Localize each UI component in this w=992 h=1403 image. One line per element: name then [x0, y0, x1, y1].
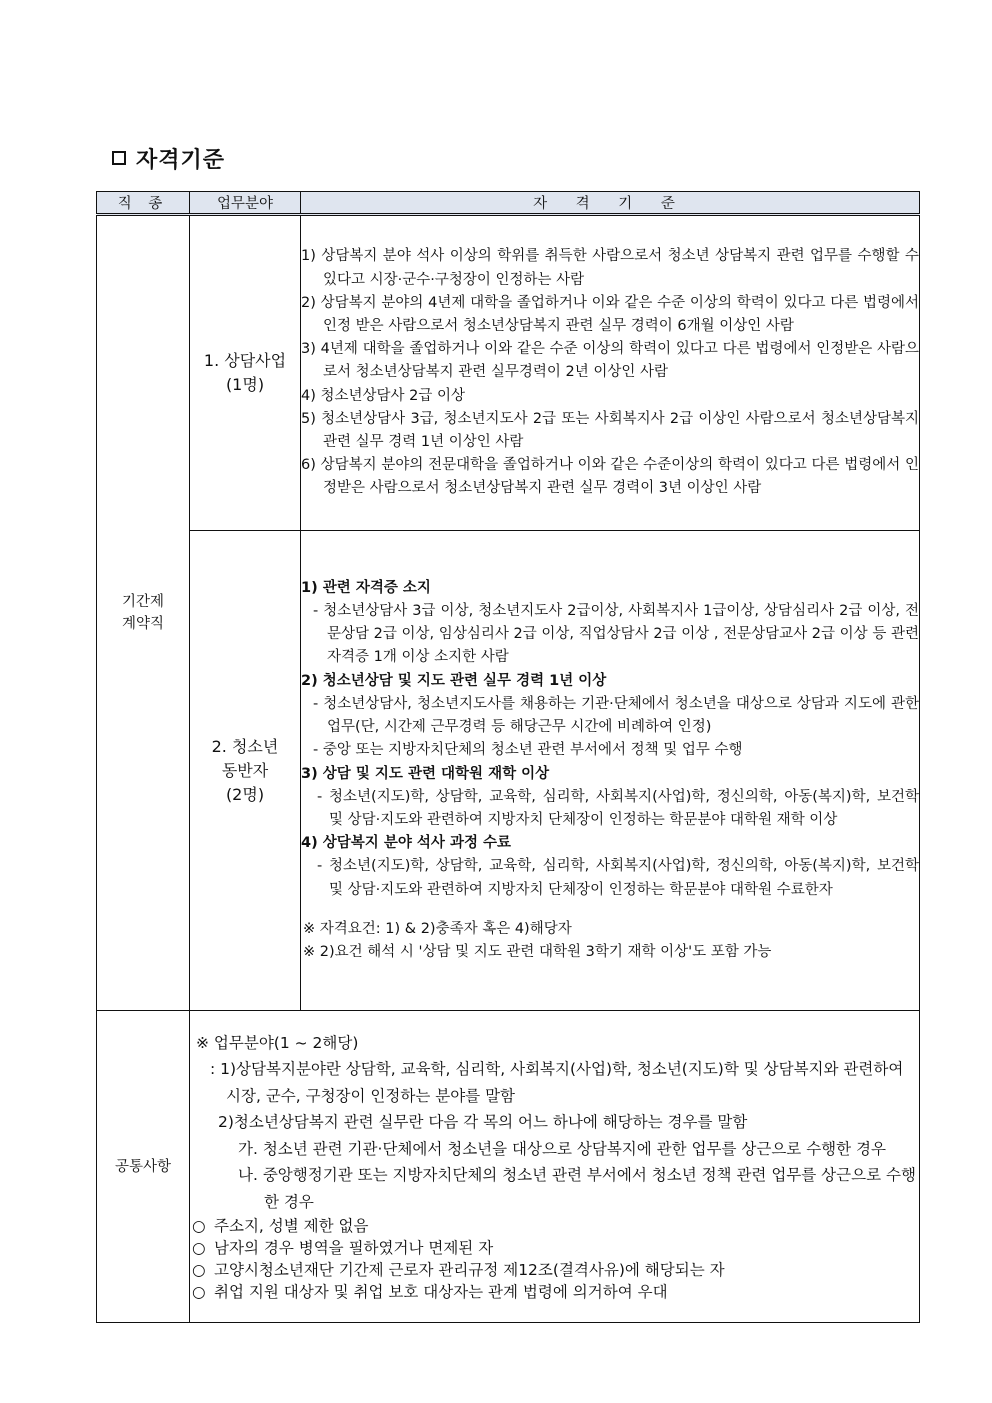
list-item — [190, 1237, 919, 1259]
list-item — [190, 1259, 919, 1281]
common-label-cell — [97, 1011, 190, 1323]
list-item — [190, 1281, 919, 1303]
common-definition: : 1)상담복지분야란 상담학, 교육학, 심리학, 사회복지(사업)학, 청소년(지도)학 및 상담복지와 관련하여 시장, 군수, 구청장이 인정하는 분야를 말함 — [210, 1060, 904, 1105]
note: ※ 2)요건 해석 시 '상담 및 지도 관련 대학원 3학기 재학 이상'도 포함 가능 — [303, 943, 772, 960]
section-heading-text: 자격기준 — [136, 147, 226, 173]
list-item: - 청소년(지도)학, 상담학, 교육학, 심리학, 사회복지(사업)학, 정신의학, 아동(복지)학, 보건학 및 상담·지도와 관련하여 지방자치 단체장이 인정하는 학문분야 대학원 재학 이상 — [317, 788, 919, 828]
section-title: 4) 상담복지 분야 석사 과정 수료 — [301, 835, 512, 852]
bullet-text: 고양시청소년재단 기간제 근로자 관리규정 제12조(결격사유)에 해당되는 자 — [214, 1261, 725, 1280]
circle-bullet-icon: ○ — [192, 1261, 206, 1280]
common-note-title: ※ 업무분야(1 ~ 2해당) — [196, 1033, 359, 1052]
note: ※ 자격요건: 1) & 2)충족자 혹은 4)해당자 — [303, 920, 572, 937]
job-type-label: 기간제 계약직 — [121, 594, 165, 632]
field-cell-counseling — [190, 215, 301, 531]
bullet-text: 남자의 경우 병역을 필하였거나 면제된 자 — [214, 1239, 494, 1258]
list-item — [190, 1215, 919, 1237]
common-content-cell — [190, 1011, 920, 1323]
list-item: 3) 4년제 대학을 졸업하거나 이와 같은 수준 이상의 학력이 있다고 다른 법령에서 인정받은 사람으로서 청소년상담복지 관련 실무경력이 2년 이상인 사람 — [301, 341, 919, 381]
job-type-cell — [97, 215, 190, 1011]
list-item: - 청소년(지도)학, 상담학, 교육학, 심리학, 사회복지(사업)학, 정신의학, 아동(복지)학, 보건학 및 상담·지도와 관련하여 지방자치 단체장이 인정하는 학문분야 대학원 수료한자 — [317, 858, 919, 898]
table-row-common — [97, 1011, 920, 1323]
table-row — [97, 531, 920, 1011]
field-label-companion: 2. 청소년 동반자 (2명) — [211, 736, 279, 804]
list-item: - 중앙 또는 지방자치단체의 청소년 관련 부서에서 정책 및 업무 수행 — [313, 742, 743, 759]
list-item: - 청소년상담사, 청소년지도사를 채용하는 기관·단체에서 청소년을 대상으로 상담과 지도에 관한 업무(단, 시간제 근무경력 등 해당근무 시간에 비례하여 인정) — [313, 695, 919, 736]
spacer — [301, 902, 919, 918]
criteria-cell-companion — [301, 531, 920, 1011]
list-item: 4) 청소년상담사 2급 이상 — [301, 387, 465, 404]
list-item: 5) 청소년상담사 3급, 청소년지도사 2급 또는 사회복지사 2급 이상인 사람으로서 청소년상담복지 관련 실무 경력 1년 이상인 사람 — [301, 410, 919, 450]
table-row — [97, 215, 920, 531]
header-job-type: 직 종 — [97, 192, 190, 215]
section-title: 1) 관련 자격증 소지 — [301, 579, 431, 596]
header-criteria: 자 격 기 준 — [301, 192, 920, 215]
field-label-counseling: 1. 상담사업 (1명) — [203, 351, 287, 394]
circle-bullet-icon: ○ — [192, 1283, 206, 1302]
qualification-table — [96, 191, 920, 1323]
header-field: 업무분야 — [190, 192, 301, 215]
common-sub-item: 나. 중앙행정기관 또는 지방자치단체의 청소년 관련 부서에서 청소년 정책 관련 업무를 상근으로 수행한 경우 — [238, 1166, 916, 1211]
list-item: 2) 상담복지 분야의 4년제 대학을 졸업하거나 이와 같은 수준 이상의 학력이 있다고 다른 법령에서 인정 받은 사람으로서 청소년상담복지 관련 실무 경력이 6개월 이상인 사람 — [301, 294, 919, 334]
list-item: - 청소년상담사 3급 이상, 청소년지도사 2급이상, 사회복지사 1급이상, 상담심리사 2급 이상, 전문상담 2급 이상, 임상심리사 2급 이상, 직업상담사 2급 이상 , 전문상담교사 2급 이상 등 관련 자격증 1개 이상 소지한 사람 — [313, 603, 919, 666]
circle-bullet-icon: ○ — [192, 1217, 206, 1236]
checkbox-square-icon — [112, 151, 126, 165]
common-label: 공통사항 — [114, 1158, 172, 1175]
circle-bullet-icon: ○ — [192, 1239, 206, 1258]
table-header-row — [97, 192, 920, 215]
common-definition: 2)청소년상담복지 관련 실무란 다음 각 목의 어느 하나에 해당하는 경우를 말함 — [218, 1113, 748, 1132]
list-item: 6) 상담복지 분야의 전문대학을 졸업하거나 이와 같은 수준이상의 학력이 있다고 다른 법령에서 인정받은 사람으로서 청소년상담복지 관련 실무 경력이 3년 이상인 사람 — [301, 457, 919, 497]
section-title: 3) 상담 및 지도 관련 대학원 재학 이상 — [301, 765, 550, 782]
common-sub-item: 가. 청소년 관련 기관·단체에서 청소년을 대상으로 상담복지에 관한 업무를 상근으로 수행한 경우 — [238, 1139, 887, 1158]
list-item: 1) 상담복지 분야 석사 이상의 학위를 취득한 사람으로서 청소년 상담복지 관련 업무를 수행할 수 있다고 시장·군수·구청장이 인정하는 사람 — [301, 248, 919, 288]
section-heading — [112, 143, 225, 173]
field-cell-companion — [190, 531, 301, 1011]
criteria-cell-counseling — [301, 215, 920, 531]
bullet-text: 취업 지원 대상자 및 취업 보호 대상자는 관계 법령에 의거하여 우대 — [214, 1283, 668, 1302]
bullet-text: 주소지, 성별 제한 없음 — [214, 1217, 369, 1236]
section-title: 2) 청소년상담 및 지도 관련 실무 경력 1년 이상 — [301, 672, 607, 689]
